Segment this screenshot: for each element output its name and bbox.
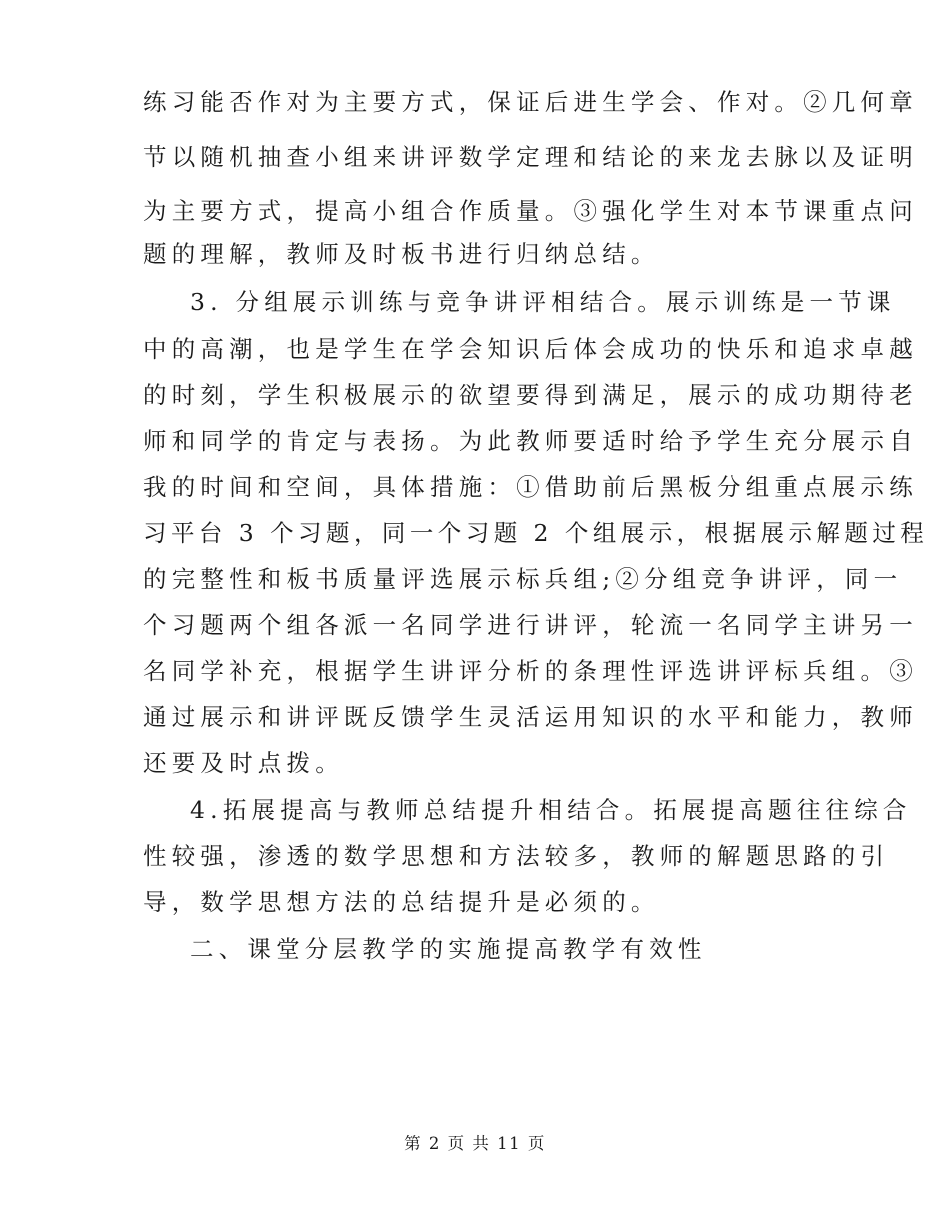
text-line-6: 中的高潮，也是学生在学会知识后体会成功的快乐和追求卓越 [143,335,918,363]
text-line-8: 师和同学的肯定与表扬。为此教师要适时给予学生充分展示自 [143,427,918,455]
text-line-11: 的完整性和板书质量评选展示标兵组;②分组竞争讲评，同一 [143,565,903,593]
text-line-2: 节以随机抽查小组来讲评数学定理和结论的来龙去脉以及证明 [143,143,918,171]
page-footer: 第 2 页 共 11 页 [404,1134,546,1153]
text-line-18: 导，数学思想方法的总结提升是必须的。 [143,888,660,916]
text-line-4: 题的理解，教师及时板书进行归纳总结。 [143,240,660,268]
text-line-10: 习平台 3 个习题，同一个习题 2 个组展示，根据展示解题过程 [143,519,929,547]
text-line-9: 我的时间和空间，具体措施：①借助前后黑板分组重点展示练 [143,473,918,501]
paragraph-3-heading-line: 3. 分组展示训练与竞争讲评相结合。展示训练是一节课 [190,288,896,316]
text-line-12: 个习题两个组各派一名同学进行讲评，轮流一名同学主讲另一 [143,611,918,639]
text-line-17: 性较强，渗透的数学思想和方法较多，教师的解题思路的引 [143,842,890,870]
text-line-15: 还要及时点拨。 [143,749,344,777]
text-line-14: 通过展示和讲评既反馈学生灵活运用知识的水平和能力，教师 [143,703,918,731]
text-line-13: 名同学补充，根据学生讲评分析的条理性评选讲评标兵组。③ [143,657,918,685]
text-line-3: 为主要方式，提高小组合作质量。③强化学生对本节课重点问 [143,197,918,225]
paragraph-4-heading-line: 4.拓展提高与教师总结提升相结合。拓展提高题往往综合 [190,796,912,824]
section-heading: 二、课堂分层教学的实施提高教学有效性 [190,935,707,963]
text-line-1: 练习能否作对为主要方式，保证后进生学会、作对。②几何章 [143,88,918,116]
text-line-7: 的时刻，学生积极展示的欲望要得到满足，展示的成功期待老 [143,381,918,409]
